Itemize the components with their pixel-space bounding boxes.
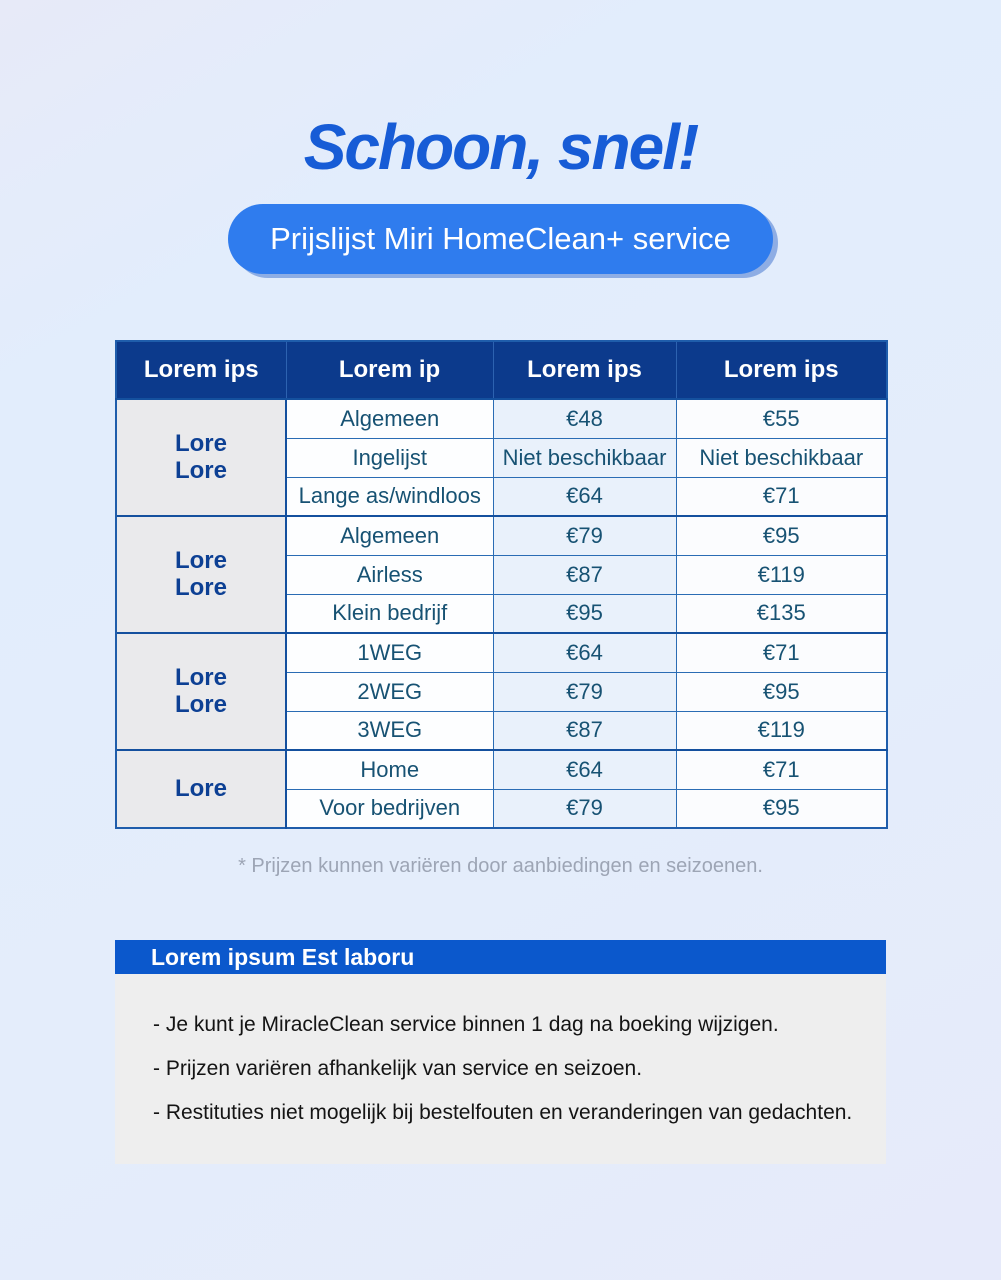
header-row [116, 341, 887, 399]
info-section-title: Lorem ipsum Est laboru [115, 940, 886, 974]
price-table-body [116, 399, 887, 828]
price-cell-2: €95 [676, 516, 887, 555]
group-label: Lore [116, 750, 286, 828]
price-cell-1: €95 [493, 594, 676, 633]
service-cell: Voor bedrijven [286, 789, 493, 828]
page-title: Schoon, snel! [303, 111, 698, 183]
price-cell-2: €119 [676, 711, 887, 750]
table-row [116, 750, 887, 789]
group-label: Lore Lore [116, 399, 286, 516]
column-header: Lorem ips [493, 341, 676, 399]
group-label: Lore Lore [116, 516, 286, 633]
service-cell: Algemeen [286, 399, 493, 438]
service-cell: Klein bedrijf [286, 594, 493, 633]
table-row [116, 399, 887, 438]
group-label: Lore Lore [116, 633, 286, 750]
price-cell-1: €87 [493, 555, 676, 594]
price-cell-2: €95 [676, 789, 887, 828]
price-cell-1: Niet beschikbaar [493, 438, 676, 477]
price-table [115, 340, 888, 829]
column-header: Lorem ips [676, 341, 887, 399]
service-cell: 1WEG [286, 633, 493, 672]
service-cell: Ingelijst [286, 438, 493, 477]
service-cell: Algemeen [286, 516, 493, 555]
price-cell-1: €87 [493, 711, 676, 750]
price-footnote: * Prijzen kunnen variëren door aanbiedingen en seizoenen. [238, 855, 763, 877]
table-row [116, 633, 887, 672]
price-table-header [116, 341, 887, 399]
price-cell-2: €71 [676, 633, 887, 672]
price-cell-1: €79 [493, 672, 676, 711]
price-cell-2: €95 [676, 672, 887, 711]
column-header: Lorem ip [286, 341, 493, 399]
service-cell: 2WEG [286, 672, 493, 711]
price-cell-1: €64 [493, 477, 676, 516]
info-item: - Prijzen variëren afhankelijk van service en seizoen. [153, 1057, 643, 1080]
subtitle-badge: Prijslijst Miri HomeClean+ service [228, 204, 773, 274]
info-list [115, 974, 886, 1164]
price-cell-2: €55 [676, 399, 887, 438]
service-cell: 3WEG [286, 711, 493, 750]
price-cell-1: €64 [493, 633, 676, 672]
price-cell-1: €48 [493, 399, 676, 438]
table-row [116, 516, 887, 555]
price-cell-1: €64 [493, 750, 676, 789]
price-cell-2: €135 [676, 594, 887, 633]
service-cell: Lange as/windloos [286, 477, 493, 516]
price-cell-2: Niet beschikbaar [676, 438, 887, 477]
price-cell-2: €119 [676, 555, 887, 594]
price-cell-1: €79 [493, 789, 676, 828]
service-cell: Home [286, 750, 493, 789]
column-header: Lorem ips [116, 341, 286, 399]
price-cell-2: €71 [676, 750, 887, 789]
info-item: - Restituties niet mogelijk bij bestelfouten en veranderingen van gedachten. [153, 1101, 853, 1124]
info-item: - Je kunt je MiracleClean service binnen 1 dag na boeking wijzigen. [153, 1013, 779, 1036]
price-cell-1: €79 [493, 516, 676, 555]
service-cell: Airless [286, 555, 493, 594]
info-section [115, 940, 886, 1164]
price-cell-2: €71 [676, 477, 887, 516]
